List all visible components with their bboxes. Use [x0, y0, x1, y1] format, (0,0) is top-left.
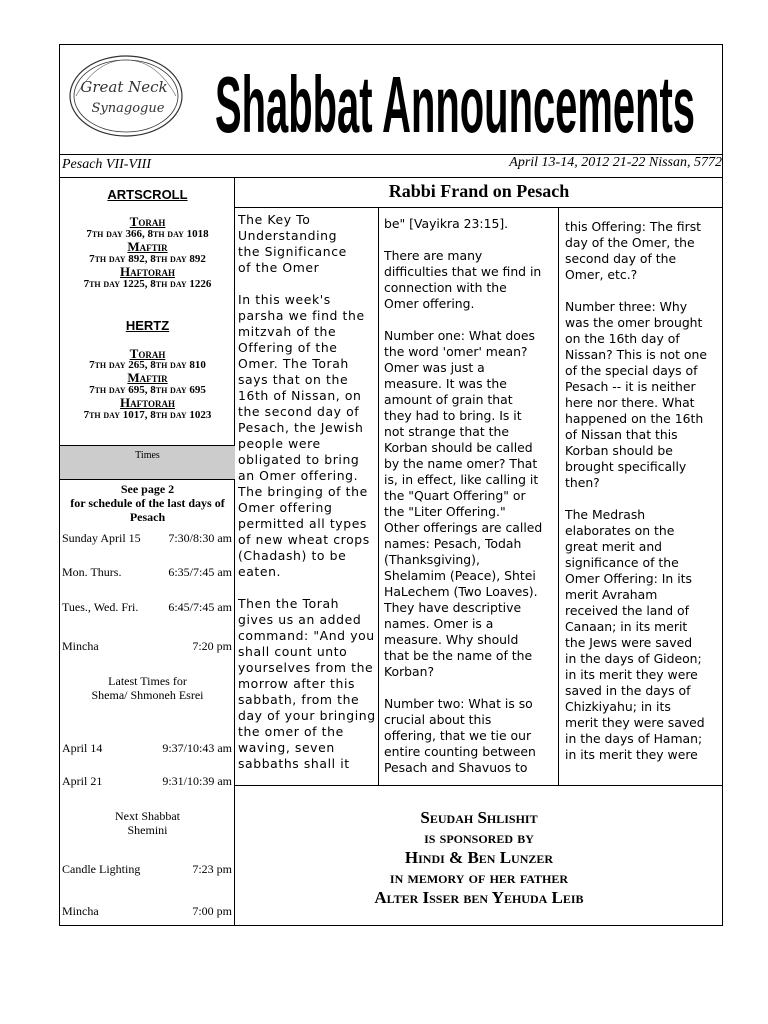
sponsor-line: Hindi & Ben Lunzer	[404, 848, 554, 867]
schedule-time: 7:30/8:30 am	[168, 531, 232, 545]
latest-times-heading: Latest Times for Shema/ Shmoneh Esrei	[91, 674, 204, 702]
hertz-haftorah: 7th day 1017, 8th day 1023	[83, 409, 212, 421]
schedule-time: 7:20 pm	[192, 639, 232, 653]
see-page-detail: for schedule of the last days of Pesach	[70, 496, 225, 524]
see-page-title: See page 2	[120, 482, 175, 496]
hertz-torah: 7th day 265, 8th day 810	[89, 359, 206, 371]
artscroll-heading: ARTSCROLL	[107, 187, 188, 202]
schedule-time: 6:45/7:45 am	[168, 600, 232, 614]
artscroll-haftorah-label: Haftorah	[120, 264, 175, 279]
synagogue-logo	[66, 50, 186, 142]
sponsor-line: Seudah Shlishit	[420, 808, 538, 827]
article-column-2: be" [Vayikra 23:15]. There are many difficulties that we find in connection with the Omer offering. Number one: What does the word 'omer' mean? Omer was just a measure. It was the amount of grain that they had to bring. Is it not strange that the Korban should be called by the name omer? That is, in effect, like calling it the "Quart Offering" or the "Liter Offering." Other offerings are called names: Pesach, Todah (Thanksgiving), Shelamim (Peace), Shtei HaLechem (Two Loaves). They have descriptive names. Omer is a measure. Why should that be the name of the Korban? Number two: What is so crucial about this offering, that we tie our entire counting between Pesach and Shavuos to	[384, 216, 543, 775]
schedule-time: 6:35/7:45 am	[168, 565, 232, 579]
schedule-label: Mincha	[62, 639, 99, 653]
column-divider	[558, 207, 559, 785]
sponsor-line: in memory of her father	[389, 868, 569, 887]
latest-label: April 14	[62, 741, 103, 755]
schedule-label: Sunday April 15	[62, 531, 141, 545]
sponsor-notice	[236, 808, 722, 908]
sponsor-line: is sponsored by	[424, 828, 534, 847]
sponsor-line: Alter Isser ben Yehuda Leib	[374, 888, 584, 907]
divider	[234, 785, 723, 786]
next-label: Mincha	[62, 904, 99, 918]
next-label: Candle Lighting	[62, 862, 141, 876]
next-time: 7:23 pm	[192, 862, 232, 876]
artscroll-torah-label: Torah	[129, 214, 166, 229]
next-time: 7:00 pm	[192, 904, 232, 918]
svg-text:Shabbat Announcements: Shabbat Announcements	[215, 60, 695, 149]
logo-text-line1: Great Neck	[80, 78, 168, 96]
article-title: Rabbi Frand on Pesach	[388, 181, 570, 201]
next-shabbat-heading: Next Shabbat Shemini	[115, 809, 180, 837]
article-column-3: this Offering: The first day of the Omer, the second day of the Omer, etc.? Number three: Why was the omer brought on the 16th day of Nissan? This is not one of the special days of Pesach -- it is neither here nor there. What happened on the 16th of Nissan that this Korban should be brought specifically then? The Medrash elaborates on the great merit and significance of the Omer Offering: In its merit Avraham received the land of Canaan; in its merit the Jews were saved in the days of Gideon; in its merit they were saved in the days of Chizkiyahu; in its merit they were saved in the days of Haman; in its merit they were	[565, 219, 707, 762]
latest-time: 9:37/10:43 am	[162, 741, 232, 755]
date-line: April 13-14, 2012 21-22 Nissan, 5772	[509, 155, 722, 170]
artscroll-haftorah: 7th day 1225, 8th day 1226	[83, 278, 212, 290]
see-page-note	[60, 482, 235, 524]
schedule-label: Mon. Thurs.	[62, 565, 122, 579]
article-column-1: The Key To Understanding the Significance of the Omer In this week's parsha we find the mitzvah of the Offering of the Omer. The Torah says that on the 16th of Nissan, on the second day of Pesach, the Jewish people were obligated to bring an Omer offering. The bringing of the Omer offering permitted all types of new wheat crops (Chadash) to be eaten. Then the Torah gives us an added command: "And you shall count unto yourselves from the morrow after this sabbath, from the day of your bringing the omer of the waving, seven sabbaths shall it	[238, 212, 376, 771]
divider	[59, 177, 723, 178]
hertz-maftir-label: Maftir	[127, 370, 168, 385]
logo-text-line2: Synagogue	[91, 101, 165, 116]
schedule-label: Tues., Wed. Fri.	[62, 600, 139, 614]
divider	[59, 479, 235, 480]
column-divider	[378, 207, 379, 785]
hertz-torah-label: Torah	[129, 346, 166, 361]
artscroll-maftir-label: Maftir	[127, 239, 168, 254]
artscroll-maftir: 7th day 892, 8th day 892	[89, 253, 206, 265]
artscroll-torah: 7th day 366, 8th day 1018	[86, 228, 209, 240]
hertz-maftir: 7th day 695, 8th day 695	[89, 384, 206, 396]
times-label: Times	[135, 450, 160, 461]
latest-label: April 21	[62, 774, 103, 788]
hertz-heading: HERTZ	[125, 318, 170, 333]
latest-time: 9:31/10:39 am	[162, 774, 232, 788]
parsha-name: Pesach VII-VIII	[62, 157, 152, 172]
page-title	[210, 52, 700, 152]
divider	[234, 207, 723, 208]
hertz-haftorah-label: Haftorah	[120, 395, 175, 410]
